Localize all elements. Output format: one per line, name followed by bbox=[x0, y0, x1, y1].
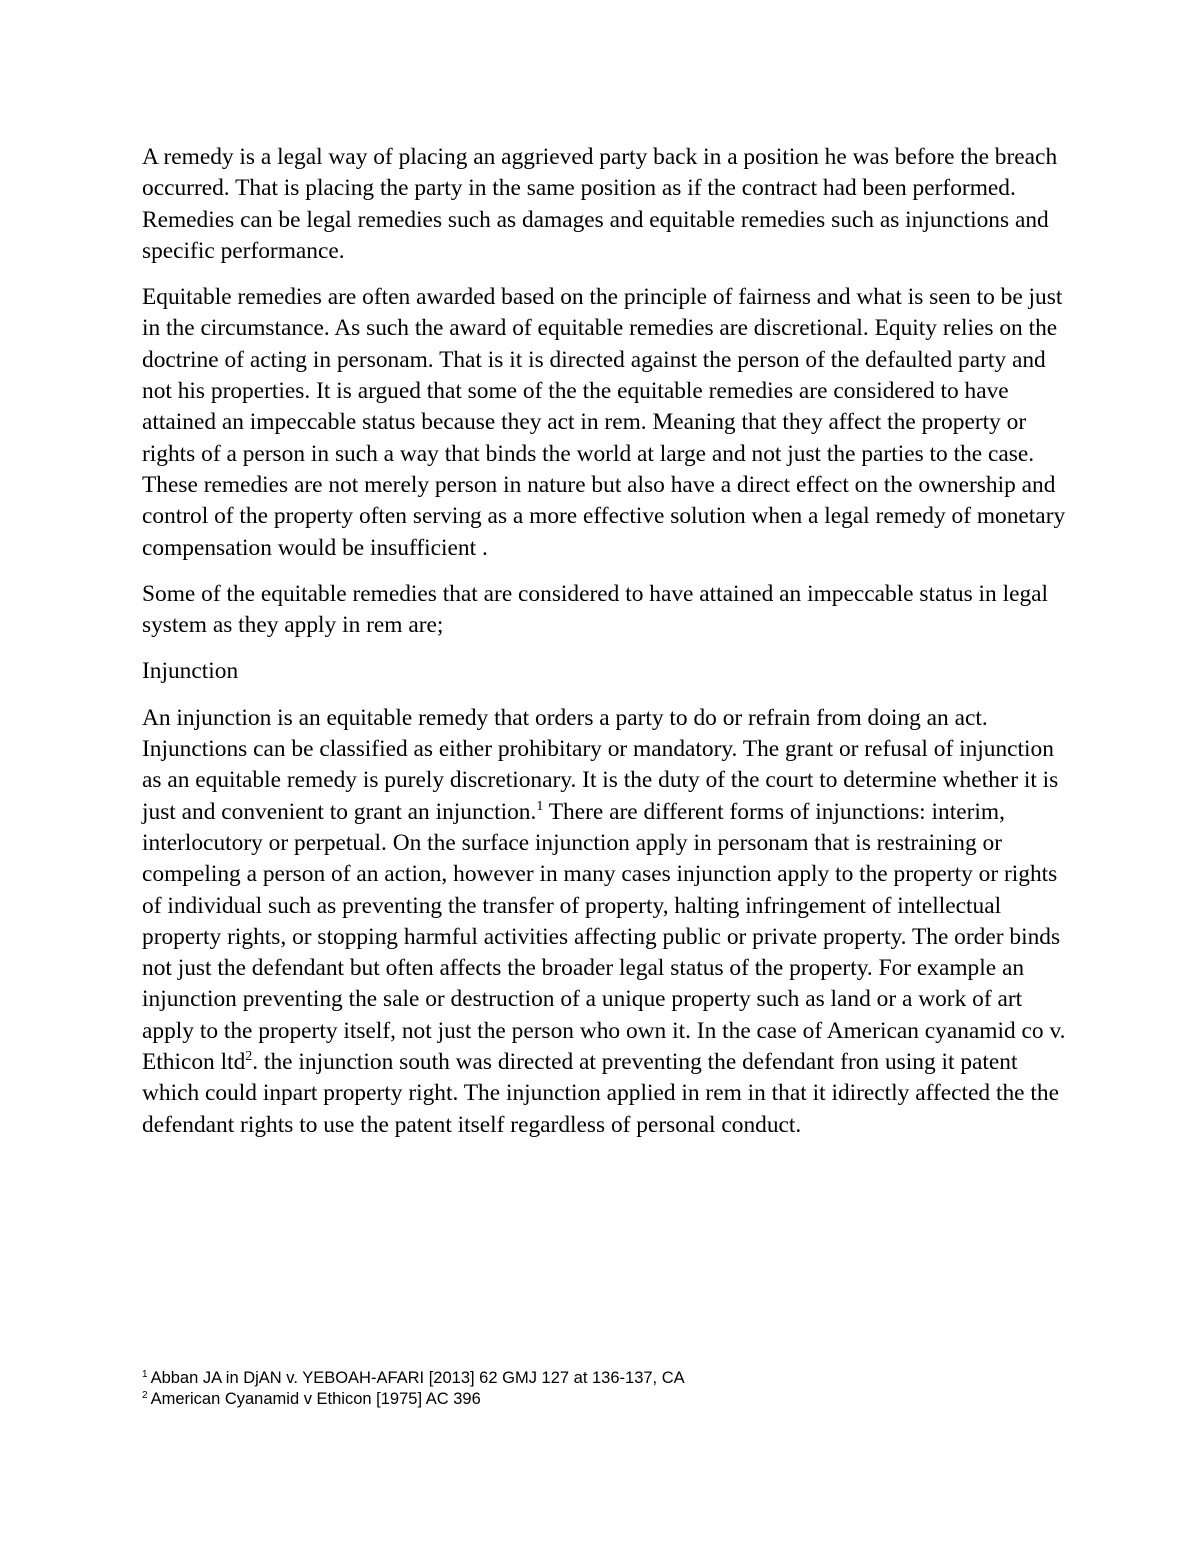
document-body bbox=[142, 142, 1072, 1156]
footnote-ref-1[interactable]: 1 bbox=[536, 798, 544, 814]
footnote-text: American Cyanamid v Ethicon [1975] AC 396 bbox=[150, 1389, 481, 1408]
footnote-number: 1 bbox=[142, 1369, 148, 1380]
injunction-text-part-1: An injunction is an equitable remedy that orders a party to do or refrain from doing an act. Injunctions can be classified as either prohibitary or mandatory. The grant or refusal of injunction as an equitable remedy is purely discretionary. It is the duty of the court to determine whether it is just and convenient to grant an injunction. bbox=[142, 704, 1059, 825]
paragraph-remedy-definition: A remedy is a legal way of placing an aggrieved party back in a position he was before the breach occurred. That is placing the party in the same position as if the contract had been performed. Remedies can be legal remedies such as damages and equitable remedies such as injunctions and specific performance. bbox=[142, 144, 1058, 264]
footnote-number: 2 bbox=[142, 1389, 148, 1401]
footnote-1 bbox=[142, 1368, 1042, 1389]
injunction-text-part-2: There are different forms of injunctions: interim, interlocutory or perpetual. On the surface injunction apply in personam that is restraining or compeling a person of an action, however in many cases injunction apply to the property or rights of individual such as preventing the transfer of property, halting infringement of intellectual property rights, or stopping harmful activities affecting public or private property. The order binds not just the defendant but often affects the broader legal status of the property. For example an injunction preventing the sale or destruction of a unique property such as land or a work of art apply to the property itself, not just the person who own it. In the case of American cyanamid co v. Ethicon ltd bbox=[142, 798, 1066, 1076]
paragraph-equitable-remedies: Equitable remedies are often awarded based on the principle of fairness and what is seen to be just in the circumstance. As such the award of equitable remedies are discretional. Equity relies on the doctrine of acting in personam. That is it is directed against the person of the defaulted party and not his properties. It is argued that some of the the equitable remedies are considered to have attained an impeccable status because they act in rem. Meaning that they affect the property or rights of a person in such a way that binds the world at large and not just the parties to the case. These remedies are not merely person in nature but also have a direct effect on the ownership and control of the property often serving as a more effective solution when a legal remedy of monetary compensation would be insufficient . bbox=[142, 284, 1066, 561]
footnotes bbox=[142, 1368, 1042, 1409]
paragraph-injunction bbox=[142, 703, 1072, 1141]
paragraph-in-rem-remedies: Some of the equitable remedies that are considered to have attained an impeccable status in legal system as they apply in rem are; bbox=[142, 580, 1049, 639]
footnote-ref-2[interactable]: 2 bbox=[245, 1049, 253, 1065]
footnote-text: Abban JA in DjAN v. YEBOAH-AFARI [2013] 62 GMJ 127 at 136-137, CA bbox=[150, 1369, 685, 1387]
footnote-2 bbox=[142, 1389, 1042, 1410]
section-heading-injunction: Injunction bbox=[142, 658, 239, 685]
injunction-text-part-3: . the injunction south was directed at preventing the defendant fron using it patent which could inpart property right. The injunction applied in rem in that it idirectly affected the the defendant rights to use the patent itself regardless of personal conduct. bbox=[142, 1049, 1059, 1138]
